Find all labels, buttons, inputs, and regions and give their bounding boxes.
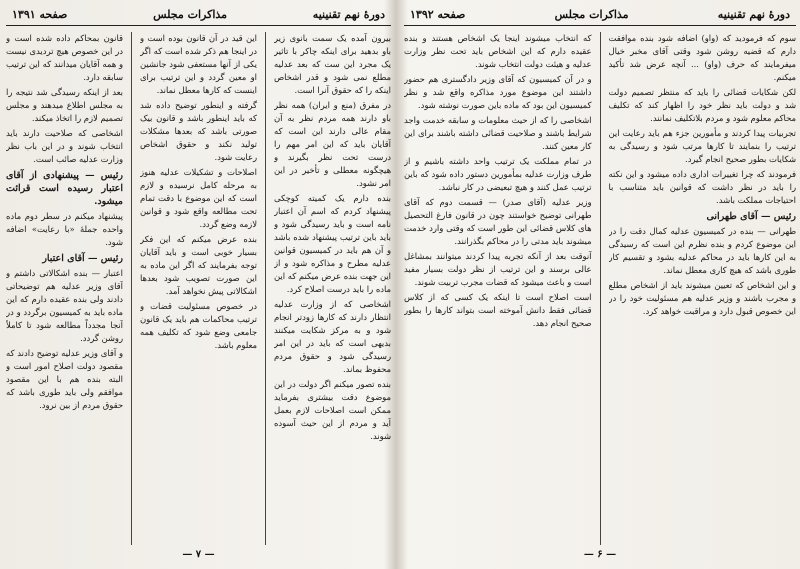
paragraph: در خصوص مسئولیت قضات و ترتیب محاکمات هم باید یک قانون جامعی وضع شود که تکلیف همه معلوم باشد.: [140, 301, 257, 350]
paragraph: گرفته و اینطور توضیح داده شد که باید اینطور باشد و قانون بیک صورتی باشد که بعدها مشکلات تولید نکند و حقوق اشخاص رعایت شود.: [140, 100, 257, 162]
paragraph: اصلاحات و تشکیلات عدلیه هنوز به مرحله کامل نرسیده و لازم است که این موضوع با دقت تمام تحت مطالعه واقع شود و قوانین لازمه وضع گردد.: [140, 167, 257, 229]
paragraph: و در آن کمیسیون که آقای وزیر دادگستری هم حضور داشتند این موضوع مورد مذاکره واقع شد و نظر کمیسیون این بود که ماده باین صورت نوشته شود.: [404, 74, 592, 110]
left-page-right-column: [274, 32, 391, 545]
right-page: [404, 4, 796, 565]
paragraph: و این اشخاص که تعیین میشوند باید از اشخاص مطلع و مجرب باشند و وزیر عدلیه هم مسئولیت خود را در این خصوص قبول دارد و مراقبت خواهد کرد.: [608, 280, 796, 316]
paragraph: اشخاصی که صلاحیت دارند باید انتخاب شوند و در این باب نظر وزارت عدلیه صائب است.: [6, 128, 123, 164]
right-page-columns: [404, 32, 796, 545]
paragraph: اشخاصی که از وزارت عدلیه انتظار دارند که کارها زودتر انجام شود و به مرکز شکایت میکنند بدیهی است که باید در این امر رسیدگی شود و حقوق مردم محفوظ بماند.: [274, 299, 391, 374]
left-page-columns: [6, 32, 391, 545]
left-page-number: صفحه ۱۳۹۱: [12, 8, 68, 21]
paragraph: که انتخاب میشوند اینجا یک اشخاص هستند و بنده عقیده دارم که این اشخاص باید تحت نظر وزارت عدلیه و هیئت دولت انتخاب شوند.: [404, 33, 592, 69]
paragraph: قانون بمحاکم داده شده است و در این خصوص هیچ تردیدی نیست و همه آقایان میدانند که این ترتیب سابقه دارد.: [6, 33, 123, 82]
column-divider: [131, 32, 132, 545]
column-divider: [265, 32, 266, 545]
paragraph: سوم که فرمودید که (واو) اضافه شود بنده موافقت دارم که قضیه روشن شود وقتی آقای مخبر خیال میفرمایند که حرف (واو) ... آنچه عرض شد تأکید میکنم.: [608, 33, 796, 82]
left-page-middle-column: [140, 32, 257, 545]
right-page-title: مذاکرات مجلس: [554, 8, 629, 21]
column-divider: [600, 32, 601, 545]
left-page: [6, 4, 391, 565]
left-page-header: [6, 4, 391, 26]
paragraph: در مفرق (منع و ایران) همه نظر باو دارند همه مردم نظر به آن مقام عالی دارند این است که آقایان باید که این امر مهم را درست تحت نظر بگیرند و هیچگونه معطلی و تأخیر در این امر نشود.: [274, 100, 391, 188]
paragraph: اشخاصی را که از حیث معلومات و سابقه خدمت واجد شرایط باشند و صلاحیت قضائی داشته باشند برای این کار معین کنند.: [404, 115, 592, 151]
left-page-left-column: [6, 32, 123, 545]
left-page-title: مذاکرات مجلس: [153, 8, 228, 21]
paragraph: بنده عرض میکنم که این فکر بسیار خوبی است و باید آقایان توجه بفرمایند که اگر این ماده به این صورت تصویب شود بعدها اشکالاتی پیش نخواهد آمد.: [140, 234, 257, 296]
left-page-term: دورهٔ نهم تقنینیه: [312, 8, 385, 21]
paragraph: بنده دارم یک کمیته کوچکی پیشنهاد کردم که اسم آن اعتبار نامه است و باید رسیدگی شود و باید باین ترتیب پیشنهاد شده باشد و آن هم باید در کمیسیون قوانین عدلیه مطرح و مذاکره شود و از این جهت بنده عرض میکنم که این ماده را باید درست اصلاح کرد.: [274, 193, 391, 294]
paragraph: است اصلاح است تا اینکه یک کسی که از کلاس قضائی فقط دانش آموخته است بتواند کارها را بطور صحیح انجام دهد.: [404, 292, 592, 328]
speaker-line: رئیس — پیشنهادی از آقای اعتبار رسیده است قرائت میشود.: [6, 170, 123, 207]
paragraph: وزیر عدلیه (آقای صدر) — قسمت دوم که آقای طهرانی توضیح خواستند چون در قانون فارغ التحصیل های کلاس قضائی این طور است که وقتی وارد خدمت میشوند باید مدتی را در محاکم بگذرانند.: [404, 197, 592, 246]
left-page-footer: — ۷ —: [182, 549, 215, 560]
right-page-term: دورهٔ نهم تقنینیه: [717, 8, 790, 21]
right-page-number: صفحه ۱۳۹۲: [410, 8, 466, 21]
paragraph: پیشنهاد میکنم در سطر دوم ماده واحده جملهٔ «با رعایت» اضافه شود.: [6, 211, 123, 247]
right-page-footer: — ۶ —: [583, 549, 617, 560]
paragraph: اعتبار — بنده اشکالاتی داشتم و آقای وزیر عدلیه هم توضیحاتی دادند ولی بنده عقیده دارم که این ماده باید به کمیسیون برگردد و در آنجا مجدداً مطالعه شود تا کاملاً روشن گردد.: [6, 268, 123, 343]
paragraph: لکن شکایات قضائی را باید که منتظر تصمیم دولت شد و دولت باید نظر خود را اظهار کند که تکلیف محاکم معلوم شود و مردم بلاتکلیف نمانند.: [608, 87, 796, 123]
paragraph: و آقای وزیر عدلیه توضیح دادند که مقصود دولت اصلاح امور است و البته بنده هم با این مقصود موافقم ولی باید طوری باشد که حقوق مردم از بین نرود.: [6, 348, 123, 410]
paragraph: فرمودند که چرا تغییرات اداری داده میشود و این نکته را باید در نظر داشت که قوانین باید متناسب با احتیاجات مملکت باشد.: [608, 169, 796, 205]
paragraph: تجربیات پیدا کردند و مأمورین جزء هم باید رعایت این ترتیب را بنمایند تا کارها مرتب شود و رسیدگی به شکایات بطور صحیح انجام گیرد.: [608, 128, 796, 164]
right-page-right-column: [609, 32, 797, 545]
right-page-header: [404, 4, 796, 26]
paragraph: این قید در آن قانون بوده است و در اینجا هم ذکر شده است که اگر یکی از آنها مستعفی شود جانشین او معین گردد و این ترتیب برای اینست که کارها معطل نماند.: [140, 33, 257, 95]
speaker-line: رئیس — آقای طهرانی: [706, 211, 796, 222]
paragraph: طهرانی — بنده در کمیسیون عدلیه کمال دقت را در این موضوع کردم و بنده نظرم این است که رسیدگی به این کارها باید در محاکم عدلیه بشود و تقسیم کار طوری باشد که هیچ کاری معطل نماند.: [608, 226, 796, 275]
paragraph: در تمام مملکت یک ترتیب واحد داشته باشیم و از طرف وزارت عدلیه بمأمورین دستور داده شود که باین ترتیب عمل کنند و هیچ تبعیضی در کار نباشد.: [404, 156, 592, 192]
paragraph: بنده تصور میکنم اگر دولت در این موضوع دقت بیشتری بفرماید ممکن است اصلاحات لازم بعمل آید و مردم از این حیث آسوده شوند.: [274, 379, 391, 441]
paragraph: بعد از اینکه رسیدگی شد نتیجه را به مجلس اطلاع میدهند و مجلس تصمیم لازم را اتخاذ میکند.: [6, 87, 123, 123]
right-page-left-column: [404, 32, 592, 545]
paragraph: آنوقت بعد از آنکه تجربه پیدا کردند میتوانند بمشاغل عالی برسند و این ترتیب از نظر دولت بسیار مفید است و باعث میشود که قضات مجرب تربیت شوند.: [404, 251, 592, 287]
speaker-line: رئیس — آقای اعتبار: [42, 253, 123, 264]
paragraph: بیرون آمده یک سمت بانوی زیر باو بدهید برای اینکه چاکر با تاثیر یک مجرد این ست که بعد عدلیه مطلع نمی شود و قدر اشخاص اینکه را که حقوق آنرا است.: [274, 33, 391, 95]
